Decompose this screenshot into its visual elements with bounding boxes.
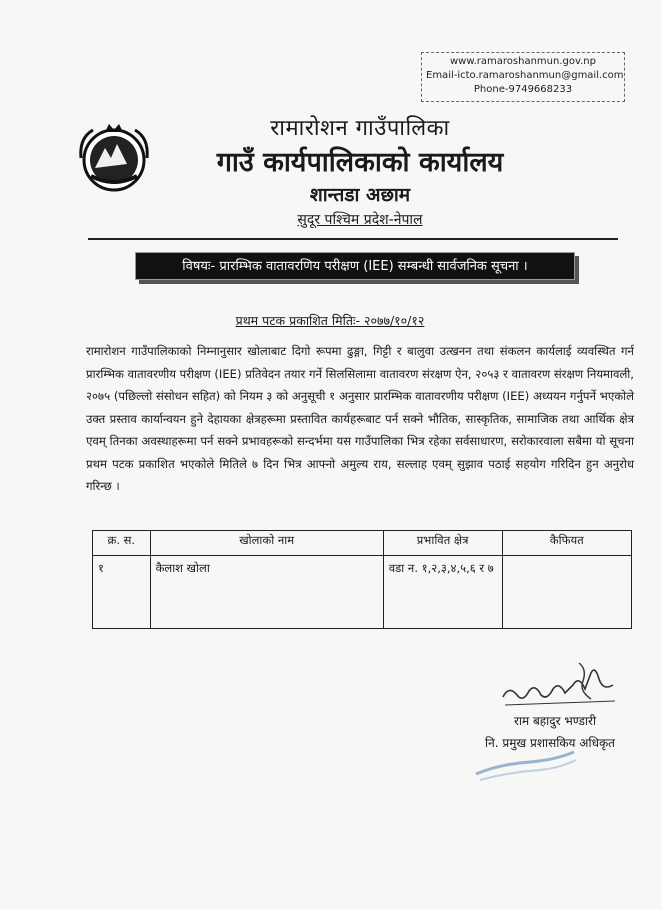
subject-text: विषयः- प्रारम्भिक वातावरणिय परीक्षण (IEE) सम्बन्धी सार्वजनिक सूचना । [135,252,575,280]
header-divider [88,238,618,240]
contact-box [421,52,625,102]
notice-body: रामारोशन गाउँपालिकाको निम्नानुसार खोलाबाट दिगो रूपमा ढुङ्गा, गिट्टी र बालुवा उत्खनन तथा संकलन कार्यलाई व्यवस्थित गर्न प्रारम्भिक वातावरणीय परीक्षण (IEE) प्रतिवेदन तयार गर्ने सिलसिलामा वातावरण संरक्षण ऐन, २०५३ र वातावरण संरक्षण नियमावली, २०७५ (पछिल्लो संसोधन सहित) को नियम ३ को अनुसूची १ अनुसार प्रारम्भिक वातावरणीय परीक्षण (IEE) अध्ययन गर्नुपर्ने भएकोले उक्त प्रस्ताव कार्यान्वयन हुने देहायका क्षेत्रहरूमा प्रस्तावित कार्यहरूबाट पर्न सक्ने भौतिक, सास्कृतिक, सामाजिक तथा आर्थिक क्षेत्र एवम् तिनका अवस्थाहरूमा पर्न सक्ने प्रभावहरूको सन्दर्भमा यस गाउँपालिका भित्र रहेका सर्वसाधारण, सरोकारवाला सबैमा यो सूचना प्रथम पटक प्रकाशित भएकोले मितिले ७ दिन भित्र आफ्नो अमुल्य राय, सल्लाह एवम् सुझाव पठाई सहयोग गरिदिन हुन अनुरोध गरिन्छ । [86,344,634,493]
col-river-header: खोलाको नाम [150,531,383,556]
cell-remarks [502,556,632,629]
email-text: Email-icto.ramaroshanmun@gmail.com [426,70,624,81]
office-name: गाउँ कार्यपालिकाको कार्यालय [216,147,504,178]
table-header-row [93,531,632,556]
col-area-header: प्रभावित क्षेत्र [383,531,502,556]
website-text: www.ramaroshanmun.gov.np [450,56,596,67]
publication-date: प्रथम पटक प्रकाशित मितिः- २०७७/१०/१२ [235,313,425,328]
cell-serial: १ [93,556,151,629]
municipality-name: रामारोशन गाउँपालिका [270,116,450,141]
signatory-title: नि. प्रमुख प्रशासकिय अधिकृत [484,736,616,750]
col-serial-header: क्र. स. [93,531,151,556]
affected-areas-table [92,530,632,629]
subject-banner [135,252,579,284]
cell-river: कैलाश खोला [150,556,383,629]
office-location: शान्तडा अछाम [309,184,411,206]
nepal-emblem-icon [75,118,153,196]
phone-text: Phone-9749668233 [473,84,573,95]
cell-area: वडा न. १,२,३,४,५,६ र ७ [383,556,502,629]
signature-image [495,655,625,715]
table-row [93,556,632,629]
signatory-name: राम बहादुर भण्डारी [513,714,597,728]
col-remarks-header: कैफियत [502,531,632,556]
province-name: सुदूर पश्चिम प्रदेश-नेपाल [297,212,423,228]
office-stamp-image [470,742,580,782]
